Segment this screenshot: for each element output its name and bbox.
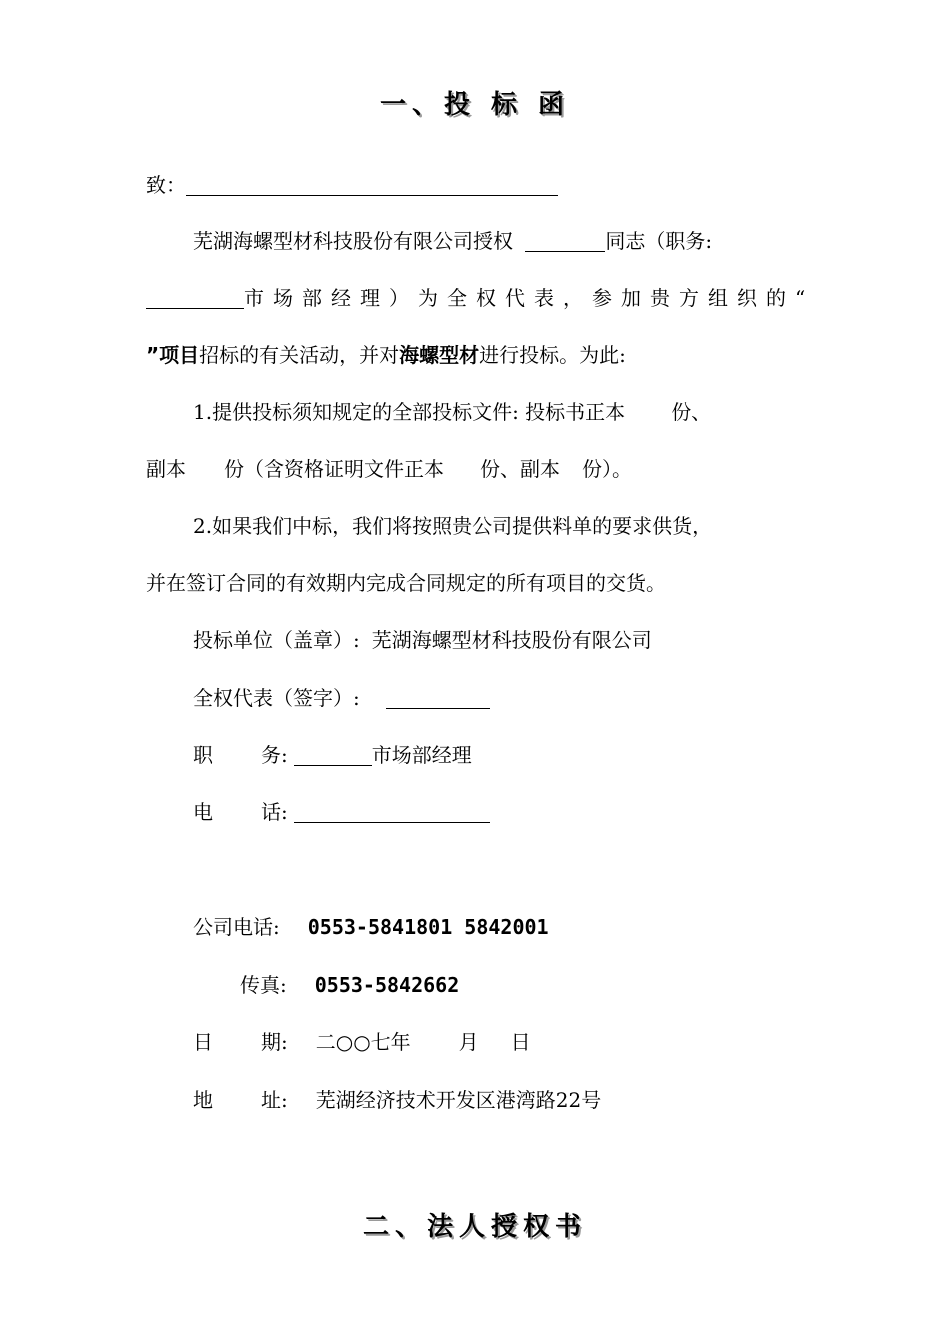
- company-tel-label: 公司电话:: [193, 915, 280, 939]
- item1-text-c: 副本: [146, 457, 186, 481]
- title-line: [193, 740, 472, 770]
- item1-text-e: 份、副本: [480, 457, 560, 481]
- signature-blank[interactable]: [386, 686, 490, 709]
- title-label-a: 职: [193, 743, 213, 767]
- para1-text-c: 市场部经理）为全权代表，参加贵方组织的“: [244, 286, 815, 310]
- section-title-authorization: 二、法人授权书: [362, 1212, 587, 1242]
- item1-line1: [193, 397, 711, 427]
- representative-label: 全权代表（签字）:: [193, 686, 360, 710]
- item1-text-a: 1.提供投标须知规定的全部投标文件: 投标书正本: [193, 400, 626, 424]
- phone-label-a: 电: [193, 800, 213, 824]
- date-year: 二○○七年: [315, 1030, 411, 1054]
- phone-line: [193, 797, 490, 827]
- item2-line2: 并在签订合同的有效期内完成合同规定的所有项目的交货。: [146, 571, 666, 595]
- company-tel-value: 0553-5841801 5842001: [307, 915, 549, 939]
- phone-label-b: 话:: [261, 800, 288, 824]
- date-day: 日: [510, 1030, 531, 1054]
- para1-line1: [193, 226, 712, 256]
- item1-text-d: 份（含资格证明文件正本: [224, 457, 444, 481]
- project-label: ”项目: [146, 343, 200, 367]
- item2-line1: 2.如果我们中标，我们将按照贵公司提供料单的要求供货，: [193, 514, 713, 538]
- section-title-bid-letter: 一、投 标 函: [379, 90, 571, 120]
- date-label-b: 期:: [261, 1030, 288, 1054]
- authorized-person-blank[interactable]: [525, 229, 605, 252]
- para1-line3: [146, 340, 626, 370]
- phone-blank[interactable]: [294, 800, 490, 823]
- bidder-unit-label: 投标单位（盖章）:: [193, 628, 360, 652]
- fax-value: 0553-5842662: [314, 973, 460, 997]
- date-month: 月: [458, 1030, 479, 1054]
- para1-line2: [146, 283, 814, 313]
- title-value: 市场部经理: [371, 743, 472, 767]
- address-label-a: 地: [193, 1088, 213, 1112]
- para1-text-a: 芜湖海螺型材科技股份有限公司授权: [193, 229, 513, 253]
- representative-line: [193, 683, 490, 713]
- address-value: 芜湖经济技术开发区港湾路22号: [315, 1088, 602, 1112]
- para1-text-g: 进行投标。为此:: [479, 343, 626, 367]
- product-name: 海螺型材: [399, 343, 480, 367]
- recipient-line: [146, 170, 558, 200]
- position-blank[interactable]: [146, 286, 244, 309]
- company-tel-line: [193, 912, 549, 942]
- date-label-a: 日: [193, 1030, 213, 1054]
- para1-text-b: 同志（职务:: [605, 229, 713, 253]
- address-label-b: 址:: [261, 1088, 288, 1112]
- address-line: [193, 1085, 601, 1115]
- item1-line2: [146, 454, 632, 484]
- fax-line: [240, 970, 459, 1000]
- bidder-unit-value: 芜湖海螺型材科技股份有限公司: [371, 628, 652, 652]
- to-label: 致：: [146, 173, 186, 197]
- recipient-blank[interactable]: [186, 173, 558, 196]
- item1-text-b: 份、: [671, 400, 712, 424]
- title-label-b: 务:: [261, 743, 288, 767]
- date-line: [193, 1027, 531, 1057]
- fax-label: 传真:: [240, 973, 287, 997]
- title-blank[interactable]: [294, 743, 372, 766]
- bidder-unit-line: [193, 625, 652, 655]
- para1-text-e: 招标的有关活动，并对: [199, 343, 400, 367]
- item1-text-f: 份）。: [582, 457, 632, 481]
